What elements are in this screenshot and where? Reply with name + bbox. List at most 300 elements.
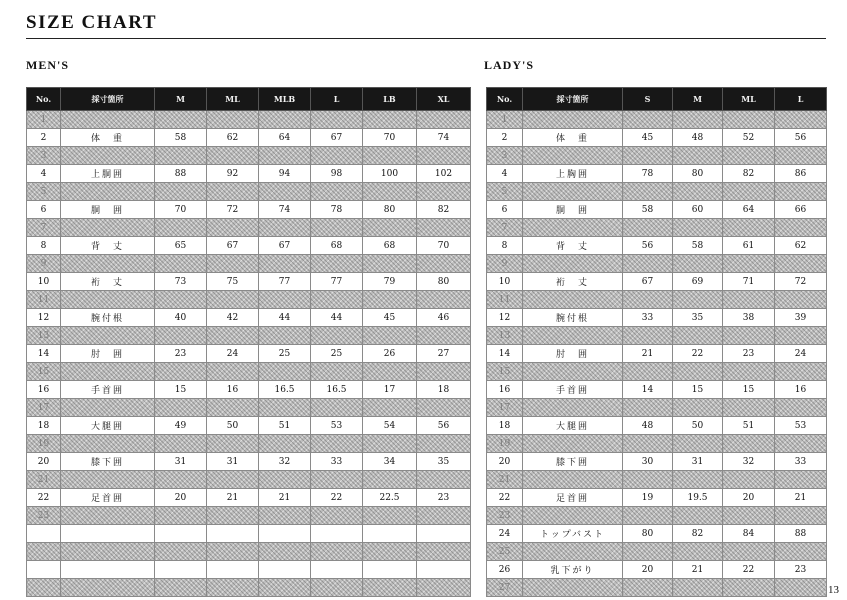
row-number-cell: 20 xyxy=(487,453,523,471)
size-value-cell: 25 xyxy=(311,345,363,363)
table-row xyxy=(27,183,471,201)
size-value-cell: 33 xyxy=(311,453,363,471)
ladys-column-header: ML xyxy=(723,88,775,111)
size-value-cell xyxy=(363,147,417,165)
size-value-cell xyxy=(311,183,363,201)
table-row xyxy=(27,453,471,471)
size-value-cell xyxy=(673,327,723,345)
table-row xyxy=(27,327,471,345)
mens-column-header: L xyxy=(311,88,363,111)
size-value-cell: 27 xyxy=(417,345,471,363)
size-value-cell xyxy=(207,525,259,543)
size-value-cell: 23 xyxy=(775,561,827,579)
size-value-cell: 32 xyxy=(723,453,775,471)
size-value-cell: 73 xyxy=(155,273,207,291)
size-value-cell: 51 xyxy=(259,417,311,435)
row-number-cell: 11 xyxy=(487,291,523,309)
size-value-cell: 79 xyxy=(363,273,417,291)
size-value-cell: 16 xyxy=(775,381,827,399)
size-value-cell xyxy=(155,291,207,309)
size-value-cell: 16.5 xyxy=(259,381,311,399)
size-value-cell xyxy=(775,399,827,417)
size-value-cell: 53 xyxy=(311,417,363,435)
size-value-cell xyxy=(155,327,207,345)
table-row xyxy=(27,543,471,561)
measure-point-cell: 腕付根 xyxy=(523,309,623,327)
size-value-cell xyxy=(155,147,207,165)
measure-point-cell xyxy=(61,561,155,579)
size-value-cell: 21 xyxy=(775,489,827,507)
row-number-cell: 8 xyxy=(487,237,523,255)
measure-point-cell xyxy=(61,147,155,165)
table-row xyxy=(487,471,827,489)
size-value-cell xyxy=(259,291,311,309)
size-value-cell: 22.5 xyxy=(363,489,417,507)
row-number-cell: 6 xyxy=(487,201,523,219)
measure-point-cell: 背 丈 xyxy=(61,237,155,255)
measure-point-cell: 胴 囲 xyxy=(61,201,155,219)
size-value-cell xyxy=(207,471,259,489)
size-value-cell: 31 xyxy=(673,453,723,471)
row-number-cell: 27 xyxy=(487,579,523,597)
size-value-cell: 74 xyxy=(259,201,311,219)
size-value-cell xyxy=(623,183,673,201)
row-number-cell: 13 xyxy=(27,327,61,345)
size-value-cell: 58 xyxy=(623,201,673,219)
size-value-cell: 88 xyxy=(775,525,827,543)
size-value-cell xyxy=(723,219,775,237)
size-value-cell: 80 xyxy=(363,201,417,219)
table-row xyxy=(27,147,471,165)
size-value-cell: 23 xyxy=(723,345,775,363)
size-value-cell xyxy=(311,507,363,525)
ladys-column-header: M xyxy=(673,88,723,111)
size-value-cell xyxy=(723,327,775,345)
size-value-cell xyxy=(775,507,827,525)
size-value-cell: 53 xyxy=(775,417,827,435)
measure-point-cell xyxy=(61,579,155,597)
size-value-cell: 23 xyxy=(417,489,471,507)
measure-point-cell: 裄 丈 xyxy=(523,273,623,291)
size-value-cell: 102 xyxy=(417,165,471,183)
size-value-cell xyxy=(207,291,259,309)
measure-point-cell xyxy=(61,363,155,381)
size-value-cell xyxy=(775,435,827,453)
size-value-cell xyxy=(155,507,207,525)
size-value-cell: 18 xyxy=(417,381,471,399)
size-value-cell xyxy=(775,291,827,309)
measure-point-cell: 体 重 xyxy=(523,129,623,147)
size-value-cell xyxy=(363,219,417,237)
size-value-cell: 31 xyxy=(155,453,207,471)
size-value-cell xyxy=(723,579,775,597)
table-row xyxy=(27,165,471,183)
size-value-cell: 62 xyxy=(775,237,827,255)
row-number-cell xyxy=(27,525,61,543)
size-value-cell xyxy=(155,255,207,273)
size-value-cell xyxy=(259,327,311,345)
size-value-cell: 45 xyxy=(623,129,673,147)
size-value-cell xyxy=(155,399,207,417)
size-value-cell xyxy=(775,363,827,381)
row-number-cell: 4 xyxy=(27,165,61,183)
size-value-cell xyxy=(259,561,311,579)
row-number-cell: 15 xyxy=(487,363,523,381)
size-value-cell: 25 xyxy=(259,345,311,363)
row-number-cell: 8 xyxy=(27,237,61,255)
size-value-cell: 77 xyxy=(311,273,363,291)
size-value-cell xyxy=(259,525,311,543)
row-number-cell: 2 xyxy=(27,129,61,147)
size-value-cell xyxy=(417,543,471,561)
size-value-cell xyxy=(311,327,363,345)
size-value-cell xyxy=(363,561,417,579)
size-value-cell xyxy=(155,111,207,129)
size-value-cell xyxy=(207,435,259,453)
size-value-cell: 44 xyxy=(259,309,311,327)
table-row xyxy=(27,363,471,381)
table-row xyxy=(27,111,471,129)
size-value-cell xyxy=(207,183,259,201)
size-value-cell xyxy=(311,543,363,561)
size-value-cell: 35 xyxy=(417,453,471,471)
size-value-cell: 67 xyxy=(207,237,259,255)
size-value-cell xyxy=(775,327,827,345)
table-row xyxy=(27,471,471,489)
measure-point-cell xyxy=(61,435,155,453)
row-number-cell: 17 xyxy=(487,399,523,417)
row-number-cell: 3 xyxy=(27,147,61,165)
measure-point-cell: 肘 囲 xyxy=(61,345,155,363)
size-value-cell: 44 xyxy=(311,309,363,327)
size-value-cell xyxy=(417,507,471,525)
size-value-cell: 74 xyxy=(417,129,471,147)
size-value-cell xyxy=(623,507,673,525)
size-value-cell xyxy=(207,327,259,345)
row-number-cell: 23 xyxy=(487,507,523,525)
row-number-cell: 19 xyxy=(27,435,61,453)
measure-point-cell: 腕付根 xyxy=(61,309,155,327)
size-value-cell xyxy=(723,255,775,273)
row-number-cell: 6 xyxy=(27,201,61,219)
size-value-cell: 14 xyxy=(623,381,673,399)
size-value-cell: 80 xyxy=(623,525,673,543)
size-value-cell: 24 xyxy=(775,345,827,363)
size-value-cell xyxy=(363,111,417,129)
row-number-cell: 9 xyxy=(487,255,523,273)
size-value-cell xyxy=(775,111,827,129)
size-value-cell xyxy=(673,471,723,489)
ladys-column-header: S xyxy=(623,88,673,111)
size-value-cell xyxy=(417,111,471,129)
table-row xyxy=(487,165,827,183)
size-value-cell: 34 xyxy=(363,453,417,471)
size-value-cell: 30 xyxy=(623,453,673,471)
measure-point-cell xyxy=(523,579,623,597)
size-value-cell: 22 xyxy=(723,561,775,579)
size-value-cell xyxy=(311,291,363,309)
table-row xyxy=(487,579,827,597)
size-value-cell xyxy=(417,435,471,453)
table-row xyxy=(27,399,471,417)
table-row xyxy=(487,417,827,435)
row-number-cell xyxy=(27,543,61,561)
size-value-cell xyxy=(623,471,673,489)
measure-point-cell: 足首囲 xyxy=(523,489,623,507)
row-number-cell: 1 xyxy=(487,111,523,129)
size-value-cell xyxy=(723,399,775,417)
size-value-cell xyxy=(311,219,363,237)
size-value-cell: 22 xyxy=(311,489,363,507)
table-row xyxy=(487,291,827,309)
size-value-cell xyxy=(155,435,207,453)
size-value-cell xyxy=(775,219,827,237)
table-row xyxy=(27,201,471,219)
size-value-cell: 62 xyxy=(207,129,259,147)
size-value-cell: 42 xyxy=(207,309,259,327)
size-value-cell xyxy=(775,147,827,165)
size-value-cell xyxy=(363,183,417,201)
size-value-cell xyxy=(363,507,417,525)
size-value-cell xyxy=(673,255,723,273)
size-value-cell xyxy=(417,471,471,489)
size-value-cell: 15 xyxy=(673,381,723,399)
row-number-cell xyxy=(27,579,61,597)
measure-point-cell xyxy=(523,147,623,165)
measure-point-cell xyxy=(61,291,155,309)
size-value-cell xyxy=(207,219,259,237)
size-value-cell: 65 xyxy=(155,237,207,255)
size-value-cell xyxy=(623,111,673,129)
size-value-cell xyxy=(723,543,775,561)
row-number-cell: 21 xyxy=(487,471,523,489)
size-value-cell xyxy=(363,291,417,309)
measure-point-cell: 大腿囲 xyxy=(523,417,623,435)
measure-point-cell xyxy=(523,543,623,561)
row-number-cell: 15 xyxy=(27,363,61,381)
size-value-cell: 68 xyxy=(311,237,363,255)
size-value-cell: 26 xyxy=(363,345,417,363)
size-value-cell: 21 xyxy=(673,561,723,579)
mens-table-body xyxy=(27,111,471,597)
mens-section-label: MEN'S xyxy=(26,58,70,72)
measure-point-cell xyxy=(523,255,623,273)
row-number-cell: 9 xyxy=(27,255,61,273)
table-row xyxy=(487,435,827,453)
table-row xyxy=(487,255,827,273)
row-number-cell: 20 xyxy=(27,453,61,471)
table-row xyxy=(27,291,471,309)
size-value-cell xyxy=(723,147,775,165)
size-value-cell xyxy=(155,561,207,579)
size-value-cell xyxy=(363,543,417,561)
row-number-cell: 12 xyxy=(487,309,523,327)
size-value-cell: 61 xyxy=(723,237,775,255)
size-value-cell xyxy=(723,435,775,453)
size-value-cell: 19 xyxy=(623,489,673,507)
size-value-cell xyxy=(673,291,723,309)
mens-column-header: M xyxy=(155,88,207,111)
row-number-cell: 4 xyxy=(487,165,523,183)
size-value-cell: 69 xyxy=(673,273,723,291)
table-row xyxy=(27,255,471,273)
size-value-cell xyxy=(363,471,417,489)
measure-point-cell xyxy=(523,363,623,381)
title-divider xyxy=(26,38,826,39)
size-value-cell xyxy=(155,471,207,489)
size-value-cell xyxy=(155,525,207,543)
row-number-cell: 1 xyxy=(27,111,61,129)
row-number-cell: 13 xyxy=(487,327,523,345)
row-number-cell: 7 xyxy=(487,219,523,237)
size-value-cell xyxy=(417,327,471,345)
size-value-cell: 66 xyxy=(775,201,827,219)
table-row xyxy=(487,273,827,291)
mens-column-header: MLB xyxy=(259,88,311,111)
table-row xyxy=(27,579,471,597)
size-value-cell: 92 xyxy=(207,165,259,183)
measure-point-cell xyxy=(61,543,155,561)
size-value-cell: 86 xyxy=(775,165,827,183)
size-value-cell xyxy=(775,471,827,489)
size-value-cell xyxy=(723,291,775,309)
table-row xyxy=(27,273,471,291)
size-value-cell xyxy=(723,471,775,489)
size-value-cell: 64 xyxy=(723,201,775,219)
size-value-cell xyxy=(623,435,673,453)
size-value-cell: 16 xyxy=(207,381,259,399)
table-row xyxy=(487,111,827,129)
size-value-cell: 100 xyxy=(363,165,417,183)
row-number-cell: 17 xyxy=(27,399,61,417)
mens-column-header: No. xyxy=(27,88,61,111)
size-value-cell xyxy=(207,579,259,597)
size-value-cell: 22 xyxy=(673,345,723,363)
table-row xyxy=(487,327,827,345)
size-value-cell: 67 xyxy=(623,273,673,291)
size-value-cell: 78 xyxy=(623,165,673,183)
row-number-cell: 22 xyxy=(27,489,61,507)
size-value-cell xyxy=(311,399,363,417)
mens-size-table xyxy=(26,87,471,597)
table-row xyxy=(27,525,471,543)
size-value-cell xyxy=(155,183,207,201)
measure-point-cell: 手首囲 xyxy=(523,381,623,399)
size-value-cell: 67 xyxy=(311,129,363,147)
size-value-cell: 20 xyxy=(723,489,775,507)
size-value-cell: 75 xyxy=(207,273,259,291)
size-value-cell xyxy=(417,291,471,309)
size-value-cell xyxy=(623,219,673,237)
measure-point-cell xyxy=(61,219,155,237)
size-value-cell xyxy=(723,507,775,525)
ladys-column-header: No. xyxy=(487,88,523,111)
size-value-cell xyxy=(155,543,207,561)
size-value-cell: 94 xyxy=(259,165,311,183)
row-number-cell: 5 xyxy=(27,183,61,201)
size-value-cell: 80 xyxy=(417,273,471,291)
size-value-cell xyxy=(417,579,471,597)
size-value-cell: 17 xyxy=(363,381,417,399)
size-value-cell: 39 xyxy=(775,309,827,327)
size-value-cell xyxy=(363,435,417,453)
size-value-cell xyxy=(363,327,417,345)
size-value-cell: 50 xyxy=(207,417,259,435)
size-value-cell: 77 xyxy=(259,273,311,291)
size-value-cell xyxy=(775,183,827,201)
measure-point-cell: 乳下がり xyxy=(523,561,623,579)
table-row xyxy=(27,309,471,327)
mens-header-row xyxy=(27,88,471,111)
size-value-cell xyxy=(417,147,471,165)
table-row xyxy=(27,489,471,507)
size-value-cell xyxy=(259,579,311,597)
size-value-cell xyxy=(623,255,673,273)
size-value-cell: 58 xyxy=(673,237,723,255)
measure-point-cell xyxy=(523,291,623,309)
size-value-cell xyxy=(417,561,471,579)
size-value-cell: 56 xyxy=(775,129,827,147)
size-value-cell: 52 xyxy=(723,129,775,147)
table-row xyxy=(27,507,471,525)
size-value-cell: 88 xyxy=(155,165,207,183)
size-value-cell xyxy=(259,507,311,525)
size-value-cell: 84 xyxy=(723,525,775,543)
size-value-cell xyxy=(673,183,723,201)
measure-point-cell xyxy=(523,327,623,345)
size-value-cell: 16.5 xyxy=(311,381,363,399)
table-row xyxy=(487,507,827,525)
size-value-cell: 20 xyxy=(155,489,207,507)
size-value-cell xyxy=(155,363,207,381)
table-row xyxy=(27,345,471,363)
size-value-cell xyxy=(311,579,363,597)
size-value-cell xyxy=(207,363,259,381)
mens-column-header: XL xyxy=(417,88,471,111)
size-value-cell xyxy=(623,543,673,561)
page-title: SIZE CHART xyxy=(26,12,158,33)
table-row xyxy=(27,381,471,399)
size-value-cell: 49 xyxy=(155,417,207,435)
measure-point-cell: 肘 囲 xyxy=(523,345,623,363)
table-row xyxy=(27,237,471,255)
size-value-cell xyxy=(623,399,673,417)
measure-point-cell xyxy=(61,327,155,345)
size-value-cell xyxy=(259,399,311,417)
size-value-cell: 82 xyxy=(673,525,723,543)
row-number-cell: 23 xyxy=(27,507,61,525)
row-number-cell: 22 xyxy=(487,489,523,507)
size-value-cell: 67 xyxy=(259,237,311,255)
size-value-cell: 51 xyxy=(723,417,775,435)
measure-point-cell xyxy=(61,507,155,525)
size-value-cell xyxy=(723,111,775,129)
size-value-cell xyxy=(623,147,673,165)
row-number-cell: 26 xyxy=(487,561,523,579)
size-value-cell: 64 xyxy=(259,129,311,147)
table-row xyxy=(487,561,827,579)
row-number-cell: 10 xyxy=(27,273,61,291)
table-row xyxy=(487,183,827,201)
ladys-column-header: L xyxy=(775,88,827,111)
measure-point-cell: 上胸囲 xyxy=(523,165,623,183)
size-value-cell xyxy=(673,111,723,129)
size-value-cell xyxy=(775,579,827,597)
size-value-cell xyxy=(259,183,311,201)
size-value-cell xyxy=(673,147,723,165)
size-value-cell: 33 xyxy=(623,309,673,327)
table-row xyxy=(487,543,827,561)
